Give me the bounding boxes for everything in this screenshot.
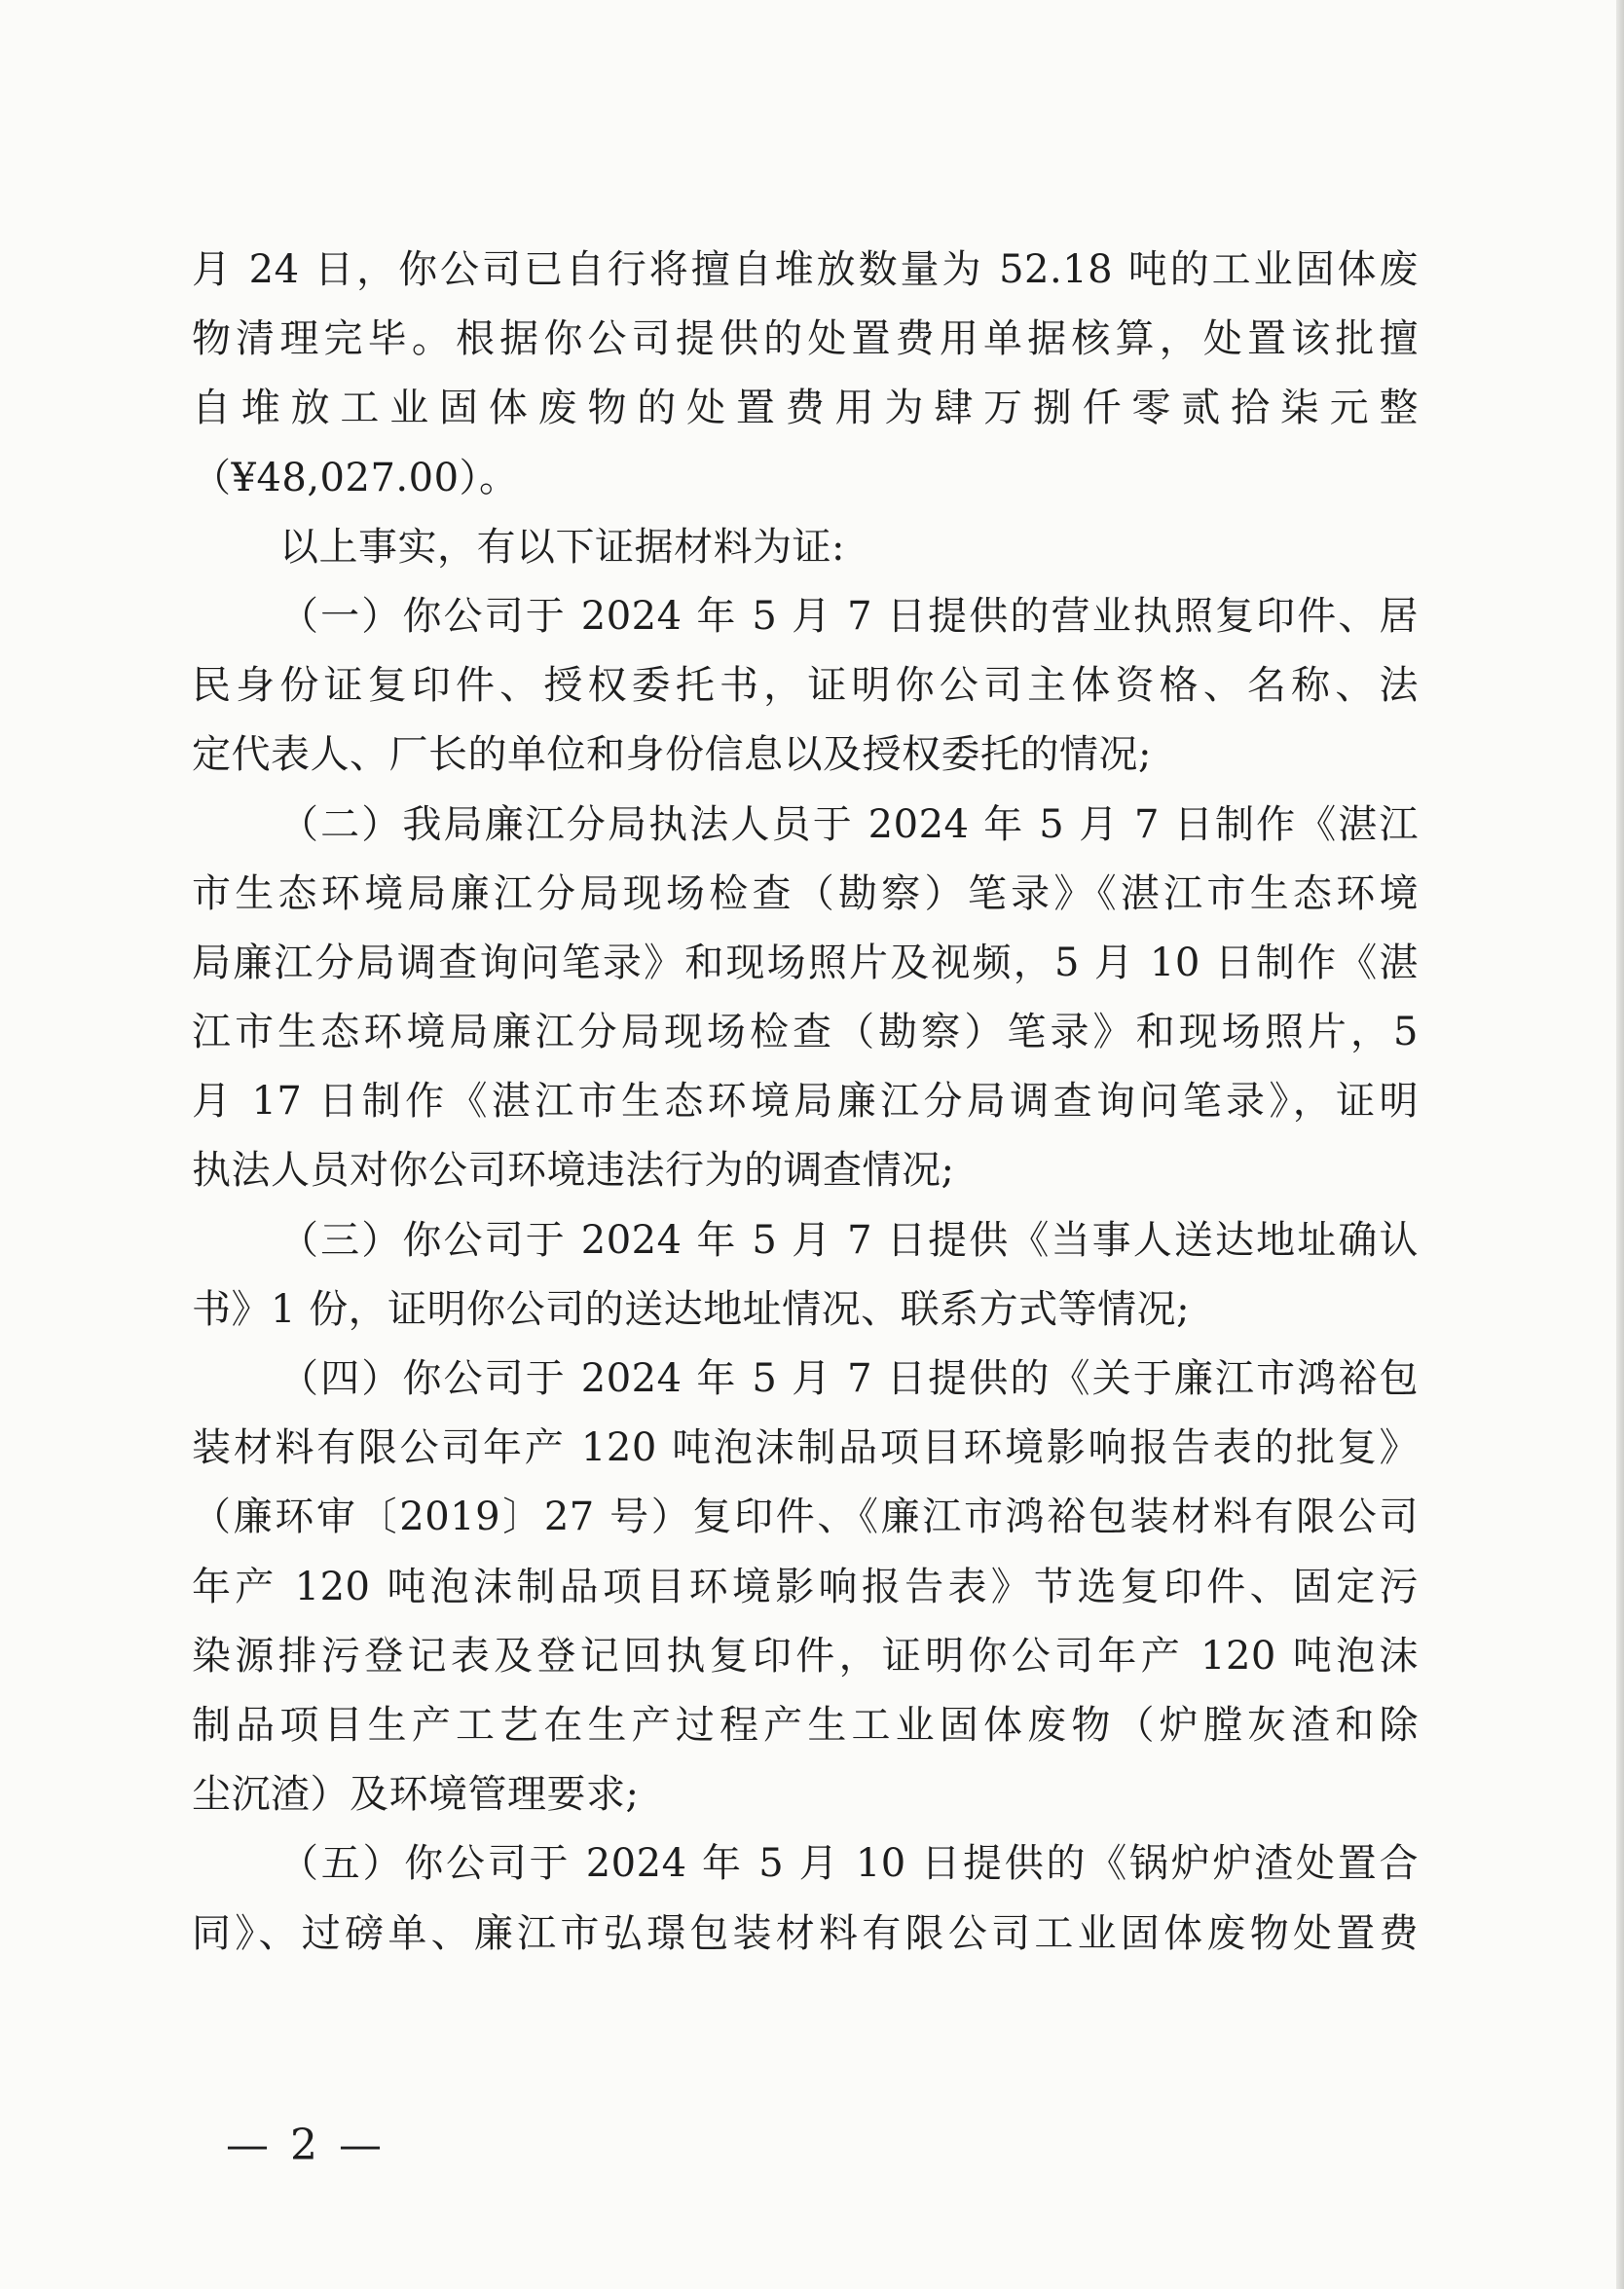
text-line: （二）我局廉江分局执法人员于 2024 年 5 月 7 日制作《湛江 [279,801,1419,847]
text-line: （三）你公司于 2024 年 5 月 7 日提供《当事人送达地址确认 [279,1217,1419,1263]
text-line: 同》、过磅单、廉江市弘璟包装材料有限公司工业固体废物处置费 [192,1910,1419,1956]
text-line: 月 24 日，你公司已自行将擅自堆放数量为 52.18 吨的工业固体废 [192,247,1419,292]
text-line: 月 17 日制作《湛江市生态环境局廉江分局调查询问笔录》，证明 [192,1079,1419,1125]
text-line: （廉环审〔2019〕27 号）复印件、《廉江市鸿裕包装材料有限公司 [192,1495,1419,1540]
page-number: — 2 — [226,2121,386,2170]
text-line: 制品项目生产工艺在生产过程产生工业固体废物（炉膛灰渣和除 [192,1702,1419,1748]
text-line: 以上事实，有以下证据材料为证: [279,524,845,570]
body-text [192,236,1419,1969]
text-line: 民身份证复印件、授权委托书，证明你公司主体资格、名称、法 [192,663,1419,709]
text-line: 物清理完毕。根据你公司提供的处置费用单据核算，处置该批擅 [192,316,1419,362]
text-line: （五）你公司于 2024 年 5 月 10 日提供的《锅炉炉渣处置合 [279,1841,1419,1887]
text-line: （一）你公司于 2024 年 5 月 7 日提供的营业执照复印件、居 [279,593,1419,639]
text-line: 装材料有限公司年产 120 吨泡沫制品项目环境影响报告表的批复》 [192,1425,1419,1471]
text-line: 执法人员对你公司环境违法行为的调查情况; [192,1148,955,1194]
text-line: 书》1 份，证明你公司的送达地址情况、联系方式等情况; [192,1286,1191,1332]
scan-edge [1616,0,1624,2289]
text-line: （¥48,027.00）。 [192,455,519,500]
text-line: （四）你公司于 2024 年 5 月 7 日提供的《关于廉江市鸿裕包 [279,1356,1419,1401]
text-line: 自堆放工业固体废物的处置费用为肆万捌仟零贰拾柒元整 [192,386,1419,431]
text-line: 定代表人、厂长的单位和身份信息以及授权委托的情况; [192,732,1152,778]
text-line: 局廉江分局调查询问笔录》和现场照片及视频，5 月 10 日制作《湛 [192,940,1419,985]
text-line: 染源排污登记表及登记回执复印件，证明你公司年产 120 吨泡沫 [192,1633,1419,1679]
text-line: 市生态环境局廉江分局现场检查（勘察）笔录》《湛江市生态环境 [192,870,1419,916]
text-line: 年产 120 吨泡沫制品项目环境影响报告表》节选复印件、固定污 [192,1564,1419,1609]
text-line: 尘沉渣）及环境管理要求; [192,1772,640,1818]
text-line: 江市生态环境局廉江分局现场检查（勘察）笔录》和现场照片，5 [192,1010,1419,1055]
